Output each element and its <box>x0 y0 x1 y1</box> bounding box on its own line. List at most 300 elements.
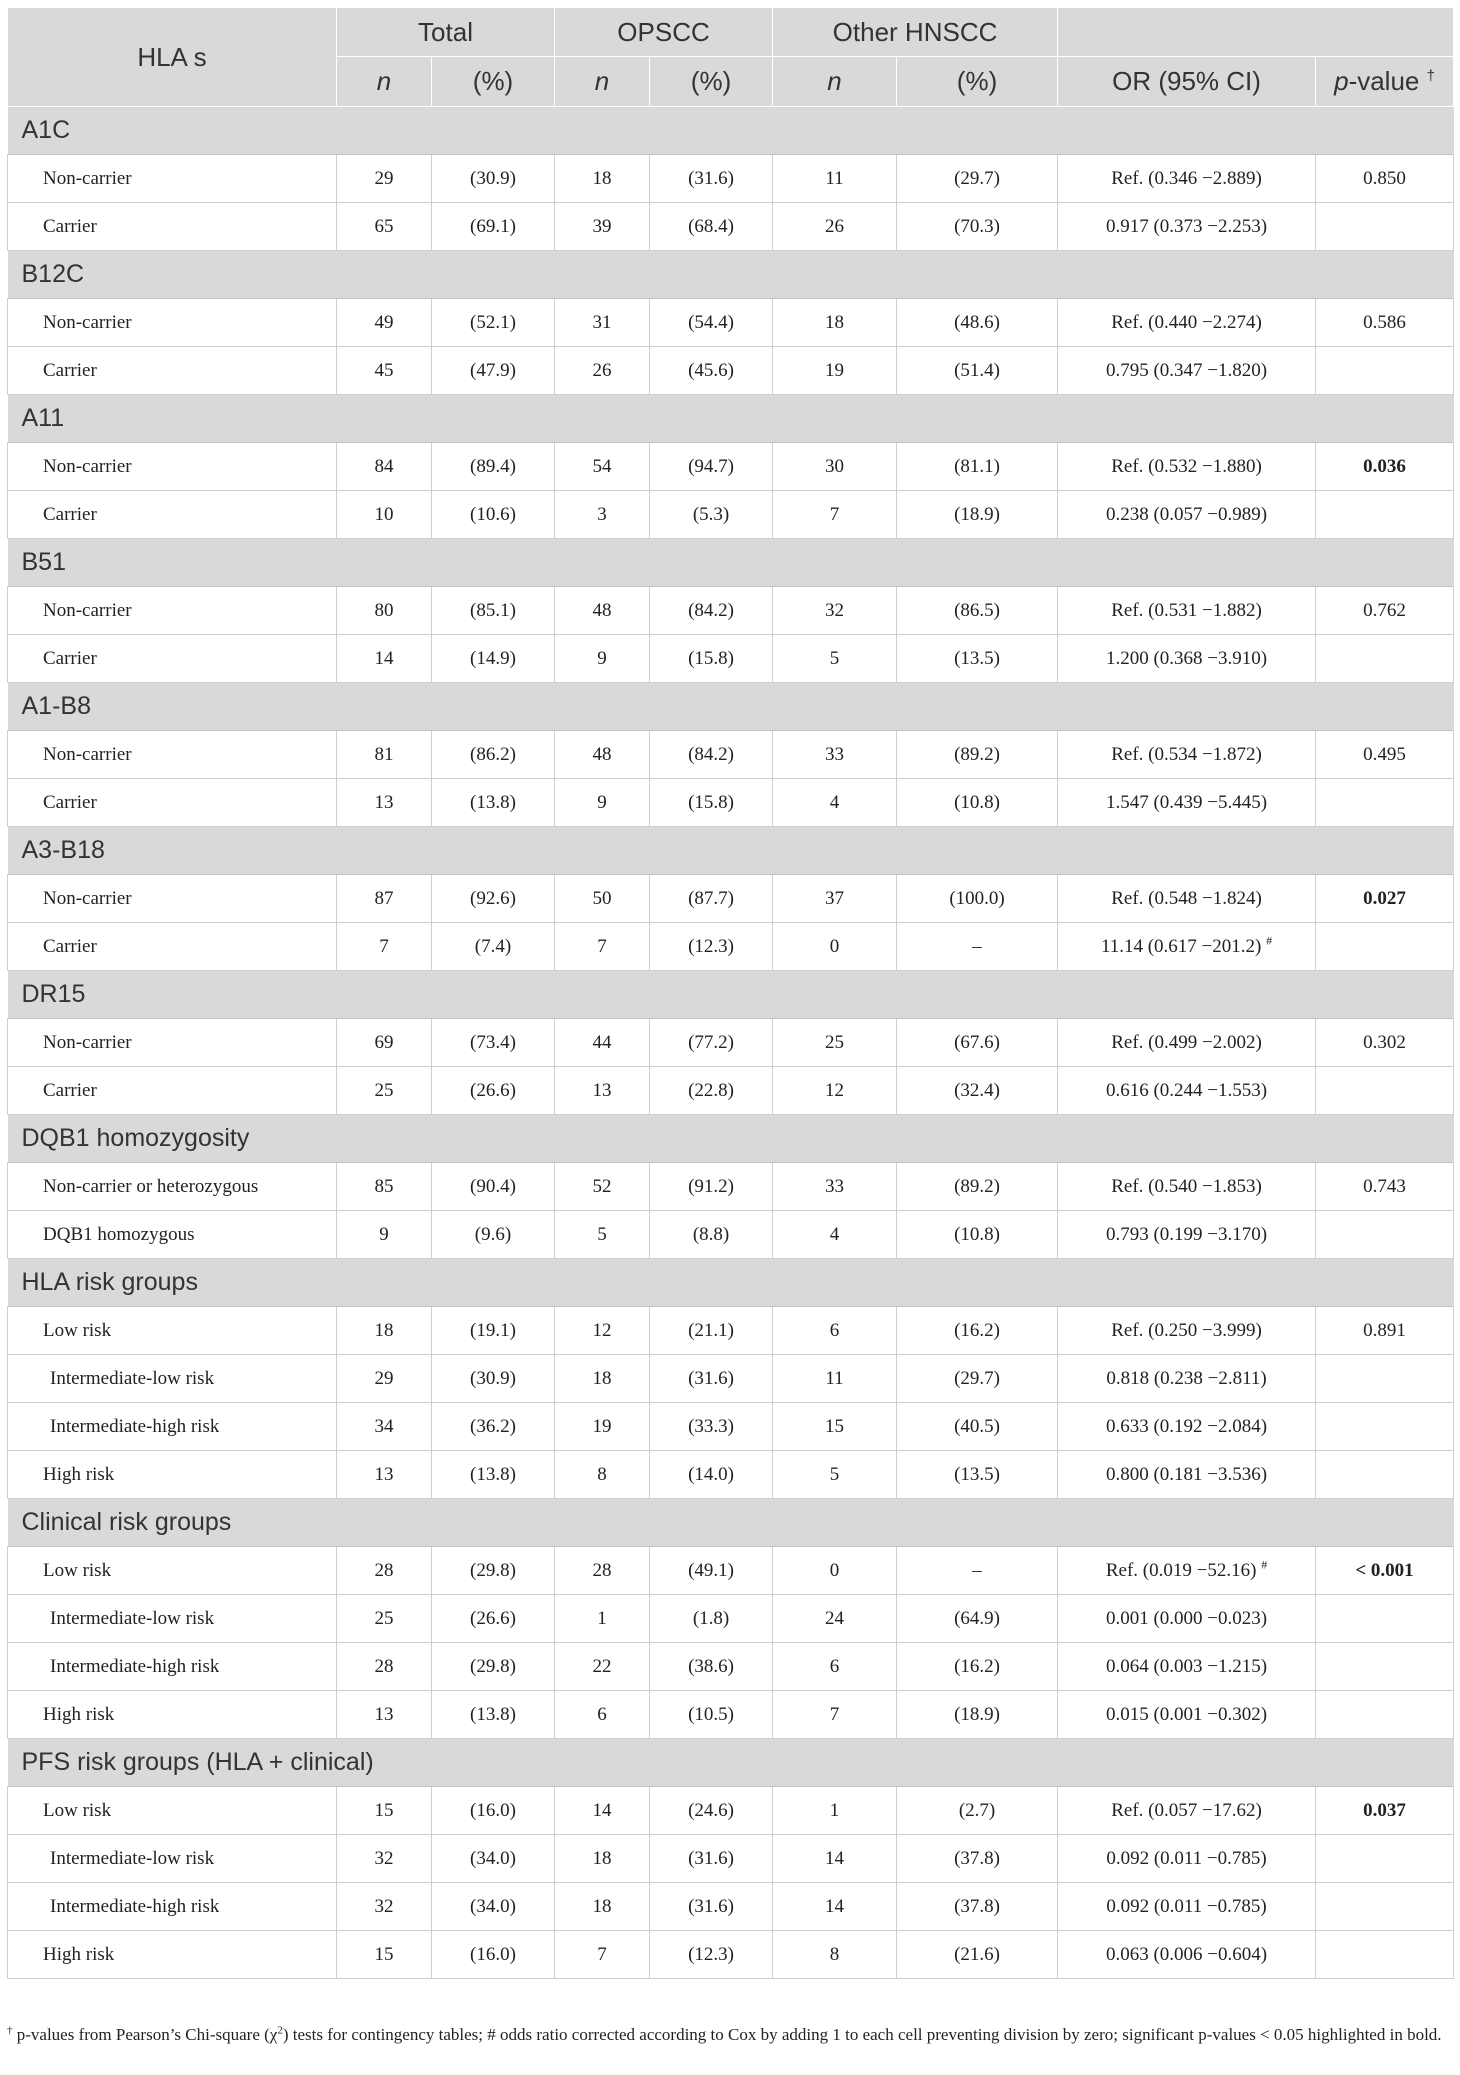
cox-correction-mark: # <box>1266 933 1273 948</box>
row-label: DQB1 homozygous <box>8 1211 337 1259</box>
cell-other-pct: (37.8) <box>897 1883 1058 1931</box>
cell-odds-ratio <box>1058 1067 1316 1115</box>
cell-total-pct: (9.6) <box>432 1211 555 1259</box>
section-header-row <box>8 827 1454 875</box>
cell-other-pct: (100.0) <box>897 875 1058 923</box>
cell-other-n: 6 <box>773 1307 897 1355</box>
odds-ratio-value: Ref. (0.540 −1.853) <box>1111 1175 1262 1197</box>
cell-odds-ratio <box>1058 1547 1316 1595</box>
cell-p-value <box>1316 1691 1454 1739</box>
section-header-row <box>8 251 1454 299</box>
cell-p-value <box>1316 1595 1454 1643</box>
header-pvalue-rest: -value <box>1348 66 1420 96</box>
cell-total-pct: (90.4) <box>432 1163 555 1211</box>
odds-ratio-value: Ref. (0.532 −1.880) <box>1111 455 1262 477</box>
cell-other-n: 14 <box>773 1883 897 1931</box>
table-row <box>8 203 1454 251</box>
odds-ratio-value: 1.200 (0.368 −3.910) <box>1105 647 1268 669</box>
cell-total-pct: (86.2) <box>432 731 555 779</box>
cell-odds-ratio <box>1058 1019 1316 1067</box>
cell-odds-ratio <box>1058 1403 1316 1451</box>
cell-odds-ratio <box>1058 1883 1316 1931</box>
row-label: Intermediate-high risk <box>8 1883 337 1931</box>
header-other-pct: (%) <box>897 57 1058 107</box>
odds-ratio-value: 0.616 (0.244 −1.553) <box>1105 1079 1268 1101</box>
cell-other-pct: (48.6) <box>897 299 1058 347</box>
cell-other-n: 19 <box>773 347 897 395</box>
table-row <box>8 443 1454 491</box>
cell-total-pct: (69.1) <box>432 203 555 251</box>
cell-opscc-pct: (91.2) <box>650 1163 773 1211</box>
cell-total-pct: (29.8) <box>432 1643 555 1691</box>
odds-ratio-value: 0.795 (0.347 −1.820) <box>1105 359 1268 381</box>
cell-p-value: 0.036 <box>1316 443 1454 491</box>
table-row <box>8 1835 1454 1883</box>
cell-opscc-pct: (31.6) <box>650 1883 773 1931</box>
hla-association-table <box>7 7 1454 1979</box>
cell-other-pct: (51.4) <box>897 347 1058 395</box>
cell-opscc-pct: (87.7) <box>650 875 773 923</box>
odds-ratio-value: 11.14 (0.617 −201.2) <box>1100 935 1262 957</box>
header-other-hnscc: Other HNSCC <box>773 8 1058 57</box>
cell-total-n: 10 <box>337 491 432 539</box>
cell-opscc-n: 7 <box>555 1931 650 1979</box>
odds-ratio-value: 0.818 (0.238 −2.811) <box>1106 1367 1267 1389</box>
row-label: Carrier <box>8 347 337 395</box>
table-row <box>8 1595 1454 1643</box>
cell-odds-ratio <box>1058 155 1316 203</box>
odds-ratio-value: 0.793 (0.199 −3.170) <box>1105 1223 1268 1245</box>
cell-odds-ratio <box>1058 731 1316 779</box>
cell-odds-ratio <box>1058 923 1316 971</box>
cell-total-n: 69 <box>337 1019 432 1067</box>
section-title: HLA risk groups <box>8 1259 1454 1307</box>
table-row <box>8 491 1454 539</box>
results-table-container <box>7 7 1453 1979</box>
cell-opscc-n: 8 <box>555 1451 650 1499</box>
cell-opscc-pct: (38.6) <box>650 1643 773 1691</box>
odds-ratio-value: Ref. (0.499 −2.002) <box>1111 1031 1262 1053</box>
cell-total-n: 25 <box>337 1595 432 1643</box>
cell-other-n: 6 <box>773 1643 897 1691</box>
table-row <box>8 347 1454 395</box>
cell-p-value <box>1316 347 1454 395</box>
footnote-text-2: ) tests for contingency tables; # odds ratio corrected according to Cox by adding 1 to each cell preventing division by zero; significant p-values < 0.05 highlighted in bold. <box>282 2025 1442 2044</box>
cell-other-n: 0 <box>773 923 897 971</box>
cell-other-pct: (67.6) <box>897 1019 1058 1067</box>
cell-p-value <box>1316 1355 1454 1403</box>
cell-opscc-n: 18 <box>555 1835 650 1883</box>
cell-total-pct: (14.9) <box>432 635 555 683</box>
cell-opscc-pct: (12.3) <box>650 1931 773 1979</box>
cell-other-pct: – <box>897 1547 1058 1595</box>
cell-p-value <box>1316 1643 1454 1691</box>
cell-odds-ratio <box>1058 1307 1316 1355</box>
cell-total-n: 29 <box>337 1355 432 1403</box>
header-opscc: OPSCC <box>555 8 773 57</box>
cell-other-pct: – <box>897 923 1058 971</box>
cell-total-pct: (73.4) <box>432 1019 555 1067</box>
cell-other-pct: (13.5) <box>897 635 1058 683</box>
cell-opscc-n: 7 <box>555 923 650 971</box>
cell-odds-ratio <box>1058 875 1316 923</box>
cell-opscc-pct: (15.8) <box>650 779 773 827</box>
cell-other-n: 32 <box>773 587 897 635</box>
cell-opscc-n: 3 <box>555 491 650 539</box>
odds-ratio-value: 0.063 (0.006 −0.604) <box>1105 1943 1268 1965</box>
cell-other-n: 14 <box>773 1835 897 1883</box>
cell-opscc-pct: (14.0) <box>650 1451 773 1499</box>
cell-p-value: 0.891 <box>1316 1307 1454 1355</box>
cell-odds-ratio <box>1058 1787 1316 1835</box>
cell-p-value <box>1316 1931 1454 1979</box>
cell-opscc-pct: (24.6) <box>650 1787 773 1835</box>
cell-opscc-n: 31 <box>555 299 650 347</box>
cell-total-n: 25 <box>337 1067 432 1115</box>
cell-odds-ratio <box>1058 1643 1316 1691</box>
table-body <box>8 107 1454 1979</box>
cell-opscc-n: 18 <box>555 155 650 203</box>
cell-odds-ratio <box>1058 1355 1316 1403</box>
cox-correction-mark: # <box>1261 1557 1268 1572</box>
row-label: Low risk <box>8 1547 337 1595</box>
cell-opscc-pct: (12.3) <box>650 923 773 971</box>
cell-other-pct: (21.6) <box>897 1931 1058 1979</box>
cell-other-pct: (10.8) <box>897 779 1058 827</box>
cell-other-pct: (10.8) <box>897 1211 1058 1259</box>
table-row <box>8 1355 1454 1403</box>
table-row <box>8 1019 1454 1067</box>
cell-odds-ratio <box>1058 491 1316 539</box>
odds-ratio-value: Ref. (0.250 −3.999) <box>1111 1319 1262 1341</box>
cell-p-value <box>1316 1211 1454 1259</box>
cell-opscc-n: 26 <box>555 347 650 395</box>
cell-total-pct: (47.9) <box>432 347 555 395</box>
table-row <box>8 155 1454 203</box>
cell-total-n: 32 <box>337 1883 432 1931</box>
cell-total-pct: (34.0) <box>432 1835 555 1883</box>
row-label: Non-carrier <box>8 443 337 491</box>
header-opscc-pct: (%) <box>650 57 773 107</box>
cell-odds-ratio <box>1058 347 1316 395</box>
header-hla: HLA s <box>8 8 337 107</box>
cell-total-n: 14 <box>337 635 432 683</box>
row-label: Intermediate-high risk <box>8 1403 337 1451</box>
row-label: Non-carrier or heterozygous <box>8 1163 337 1211</box>
table-footnote <box>7 2024 1453 2045</box>
section-title: PFS risk groups (HLA + clinical) <box>8 1739 1454 1787</box>
cell-other-n: 11 <box>773 155 897 203</box>
section-header-row <box>8 539 1454 587</box>
row-label: Low risk <box>8 1307 337 1355</box>
cell-total-pct: (30.9) <box>432 155 555 203</box>
cell-other-pct: (64.9) <box>897 1595 1058 1643</box>
cell-other-n: 33 <box>773 1163 897 1211</box>
table-row <box>8 1307 1454 1355</box>
row-label: Low risk <box>8 1787 337 1835</box>
cell-total-pct: (7.4) <box>432 923 555 971</box>
cell-total-pct: (92.6) <box>432 875 555 923</box>
table-row <box>8 299 1454 347</box>
section-title: A11 <box>8 395 1454 443</box>
section-header-row <box>8 1115 1454 1163</box>
cell-other-n: 5 <box>773 1451 897 1499</box>
cell-total-n: 45 <box>337 347 432 395</box>
cell-other-pct: (86.5) <box>897 587 1058 635</box>
odds-ratio-value: 0.064 (0.003 −1.215) <box>1105 1655 1268 1677</box>
table-row <box>8 1451 1454 1499</box>
row-label: Non-carrier <box>8 731 337 779</box>
cell-other-n: 8 <box>773 1931 897 1979</box>
table-row <box>8 1163 1454 1211</box>
cell-p-value: 0.302 <box>1316 1019 1454 1067</box>
odds-ratio-value: 0.917 (0.373 −2.253) <box>1105 215 1268 237</box>
cell-total-pct: (34.0) <box>432 1883 555 1931</box>
cell-other-n: 24 <box>773 1595 897 1643</box>
cell-other-pct: (13.5) <box>897 1451 1058 1499</box>
cell-total-n: 49 <box>337 299 432 347</box>
cell-other-pct: (81.1) <box>897 443 1058 491</box>
cell-other-n: 30 <box>773 443 897 491</box>
cell-opscc-n: 19 <box>555 1403 650 1451</box>
row-label: Intermediate-low risk <box>8 1835 337 1883</box>
cell-opscc-pct: (77.2) <box>650 1019 773 1067</box>
section-title: DR15 <box>8 971 1454 1019</box>
cell-odds-ratio <box>1058 587 1316 635</box>
cell-total-pct: (19.1) <box>432 1307 555 1355</box>
cell-other-pct: (32.4) <box>897 1067 1058 1115</box>
row-label: Intermediate-low risk <box>8 1595 337 1643</box>
cell-total-pct: (26.6) <box>432 1067 555 1115</box>
cell-odds-ratio <box>1058 1931 1316 1979</box>
cell-total-pct: (30.9) <box>432 1355 555 1403</box>
cell-total-n: 65 <box>337 203 432 251</box>
cell-odds-ratio <box>1058 299 1316 347</box>
cell-p-value: 0.037 <box>1316 1787 1454 1835</box>
cell-odds-ratio <box>1058 443 1316 491</box>
cell-other-pct: (37.8) <box>897 1835 1058 1883</box>
cell-other-n: 0 <box>773 1547 897 1595</box>
odds-ratio-value: 0.092 (0.011 −0.785) <box>1106 1895 1267 1917</box>
cell-opscc-n: 18 <box>555 1883 650 1931</box>
cell-opscc-n: 44 <box>555 1019 650 1067</box>
cell-other-n: 25 <box>773 1019 897 1067</box>
cell-p-value: 0.586 <box>1316 299 1454 347</box>
cell-other-n: 33 <box>773 731 897 779</box>
cell-opscc-n: 6 <box>555 1691 650 1739</box>
cell-odds-ratio <box>1058 1163 1316 1211</box>
cell-p-value <box>1316 1067 1454 1115</box>
cell-other-n: 37 <box>773 875 897 923</box>
footnote-dagger: † <box>7 2024 13 2037</box>
cell-opscc-pct: (49.1) <box>650 1547 773 1595</box>
table-row <box>8 875 1454 923</box>
cell-total-pct: (13.8) <box>432 1451 555 1499</box>
cell-total-pct: (16.0) <box>432 1931 555 1979</box>
cell-odds-ratio <box>1058 1595 1316 1643</box>
cell-p-value <box>1316 1835 1454 1883</box>
odds-ratio-value: Ref. (0.346 −2.889) <box>1111 167 1262 189</box>
row-label: Carrier <box>8 491 337 539</box>
cell-other-pct: (89.2) <box>897 731 1058 779</box>
cell-p-value: 0.743 <box>1316 1163 1454 1211</box>
cell-other-pct: (70.3) <box>897 203 1058 251</box>
cell-other-n: 1 <box>773 1787 897 1835</box>
cell-total-pct: (29.8) <box>432 1547 555 1595</box>
cell-other-pct: (16.2) <box>897 1307 1058 1355</box>
row-label: Non-carrier <box>8 587 337 635</box>
odds-ratio-value: 0.092 (0.011 −0.785) <box>1106 1847 1267 1869</box>
cell-opscc-n: 13 <box>555 1067 650 1115</box>
cell-other-n: 26 <box>773 203 897 251</box>
cell-other-n: 7 <box>773 491 897 539</box>
row-label: Carrier <box>8 203 337 251</box>
cell-total-n: 13 <box>337 1451 432 1499</box>
header-total-pct: (%) <box>432 57 555 107</box>
cell-opscc-n: 14 <box>555 1787 650 1835</box>
section-header-row <box>8 107 1454 155</box>
table-header <box>8 8 1454 107</box>
cell-total-n: 87 <box>337 875 432 923</box>
odds-ratio-value: Ref. (0.531 −1.882) <box>1111 599 1262 621</box>
cell-opscc-pct: (54.4) <box>650 299 773 347</box>
cell-total-n: 15 <box>337 1931 432 1979</box>
row-label: Carrier <box>8 635 337 683</box>
cell-opscc-pct: (21.1) <box>650 1307 773 1355</box>
cell-other-pct: (29.7) <box>897 155 1058 203</box>
header-other-n: n <box>773 57 897 107</box>
cell-p-value <box>1316 1403 1454 1451</box>
cell-other-pct: (18.9) <box>897 1691 1058 1739</box>
cell-other-n: 12 <box>773 1067 897 1115</box>
cell-p-value: 0.495 <box>1316 731 1454 779</box>
cell-opscc-n: 9 <box>555 635 650 683</box>
section-header-row <box>8 1499 1454 1547</box>
cell-total-n: 28 <box>337 1547 432 1595</box>
cell-total-n: 13 <box>337 1691 432 1739</box>
odds-ratio-value: 1.547 (0.439 −5.445) <box>1105 791 1268 813</box>
row-label: Intermediate-low risk <box>8 1355 337 1403</box>
table-row <box>8 1931 1454 1979</box>
cell-p-value <box>1316 1451 1454 1499</box>
cell-odds-ratio <box>1058 1691 1316 1739</box>
cell-total-n: 84 <box>337 443 432 491</box>
cell-opscc-pct: (31.6) <box>650 1835 773 1883</box>
table-row <box>8 1787 1454 1835</box>
cell-other-pct: (16.2) <box>897 1643 1058 1691</box>
row-label: Non-carrier <box>8 155 337 203</box>
cell-opscc-n: 50 <box>555 875 650 923</box>
row-label: Non-carrier <box>8 1019 337 1067</box>
cell-total-n: 7 <box>337 923 432 971</box>
cell-p-value <box>1316 923 1454 971</box>
cell-total-pct: (52.1) <box>432 299 555 347</box>
cell-total-pct: (13.8) <box>432 1691 555 1739</box>
table-row <box>8 923 1454 971</box>
odds-ratio-value: Ref. (0.440 −2.274) <box>1111 311 1262 333</box>
cell-total-n: 29 <box>337 155 432 203</box>
section-title: A1C <box>8 107 1454 155</box>
row-label: Carrier <box>8 923 337 971</box>
cell-opscc-pct: (31.6) <box>650 1355 773 1403</box>
odds-ratio-value: Ref. (0.019 −52.16) <box>1105 1559 1257 1581</box>
cell-opscc-pct: (10.5) <box>650 1691 773 1739</box>
odds-ratio-value: 0.238 (0.057 −0.989) <box>1105 503 1268 525</box>
cell-other-pct: (89.2) <box>897 1163 1058 1211</box>
cell-p-value <box>1316 779 1454 827</box>
cell-total-n: 32 <box>337 1835 432 1883</box>
row-label: High risk <box>8 1451 337 1499</box>
cell-total-pct: (85.1) <box>432 587 555 635</box>
cell-opscc-pct: (68.4) <box>650 203 773 251</box>
cell-other-pct: (29.7) <box>897 1355 1058 1403</box>
row-label: Non-carrier <box>8 875 337 923</box>
cell-opscc-pct: (1.8) <box>650 1595 773 1643</box>
row-label: High risk <box>8 1691 337 1739</box>
row-label: Carrier <box>8 1067 337 1115</box>
cell-p-value <box>1316 203 1454 251</box>
section-header-row <box>8 1739 1454 1787</box>
cell-opscc-pct: (22.8) <box>650 1067 773 1115</box>
row-label: Non-carrier <box>8 299 337 347</box>
section-title: A3-B18 <box>8 827 1454 875</box>
cell-opscc-n: 12 <box>555 1307 650 1355</box>
cell-opscc-pct: (15.8) <box>650 635 773 683</box>
cell-other-n: 5 <box>773 635 897 683</box>
cell-total-pct: (16.0) <box>432 1787 555 1835</box>
cell-other-n: 4 <box>773 1211 897 1259</box>
cell-total-pct: (26.6) <box>432 1595 555 1643</box>
cell-other-n: 11 <box>773 1355 897 1403</box>
table-row <box>8 1211 1454 1259</box>
odds-ratio-value: Ref. (0.548 −1.824) <box>1111 887 1262 909</box>
cell-total-n: 13 <box>337 779 432 827</box>
cell-p-value: 0.850 <box>1316 155 1454 203</box>
cell-opscc-pct: (8.8) <box>650 1211 773 1259</box>
table-row <box>8 1403 1454 1451</box>
cell-odds-ratio <box>1058 203 1316 251</box>
table-row <box>8 731 1454 779</box>
cell-opscc-pct: (5.3) <box>650 491 773 539</box>
cell-total-n: 28 <box>337 1643 432 1691</box>
header-or: OR (95% CI) <box>1058 57 1316 107</box>
odds-ratio-value: Ref. (0.534 −1.872) <box>1111 743 1262 765</box>
cell-opscc-pct: (31.6) <box>650 155 773 203</box>
table-row <box>8 587 1454 635</box>
header-pvalue-dagger: † <box>1426 67 1435 85</box>
row-label: Intermediate-high risk <box>8 1643 337 1691</box>
table-row <box>8 1643 1454 1691</box>
section-title: A1-B8 <box>8 683 1454 731</box>
cell-opscc-n: 48 <box>555 587 650 635</box>
cell-other-pct: (40.5) <box>897 1403 1058 1451</box>
cell-total-n: 9 <box>337 1211 432 1259</box>
cell-opscc-pct: (84.2) <box>650 587 773 635</box>
odds-ratio-value: 0.015 (0.001 −0.302) <box>1105 1703 1268 1725</box>
cell-opscc-n: 28 <box>555 1547 650 1595</box>
section-header-row <box>8 1259 1454 1307</box>
cell-total-pct: (89.4) <box>432 443 555 491</box>
table-row <box>8 1691 1454 1739</box>
section-header-row <box>8 971 1454 1019</box>
header-pvalue-p: p <box>1334 66 1349 96</box>
cell-opscc-n: 52 <box>555 1163 650 1211</box>
cell-other-n: 7 <box>773 1691 897 1739</box>
section-title: DQB1 homozygosity <box>8 1115 1454 1163</box>
cell-other-pct: (18.9) <box>897 491 1058 539</box>
cell-odds-ratio <box>1058 635 1316 683</box>
header-total: Total <box>337 8 555 57</box>
